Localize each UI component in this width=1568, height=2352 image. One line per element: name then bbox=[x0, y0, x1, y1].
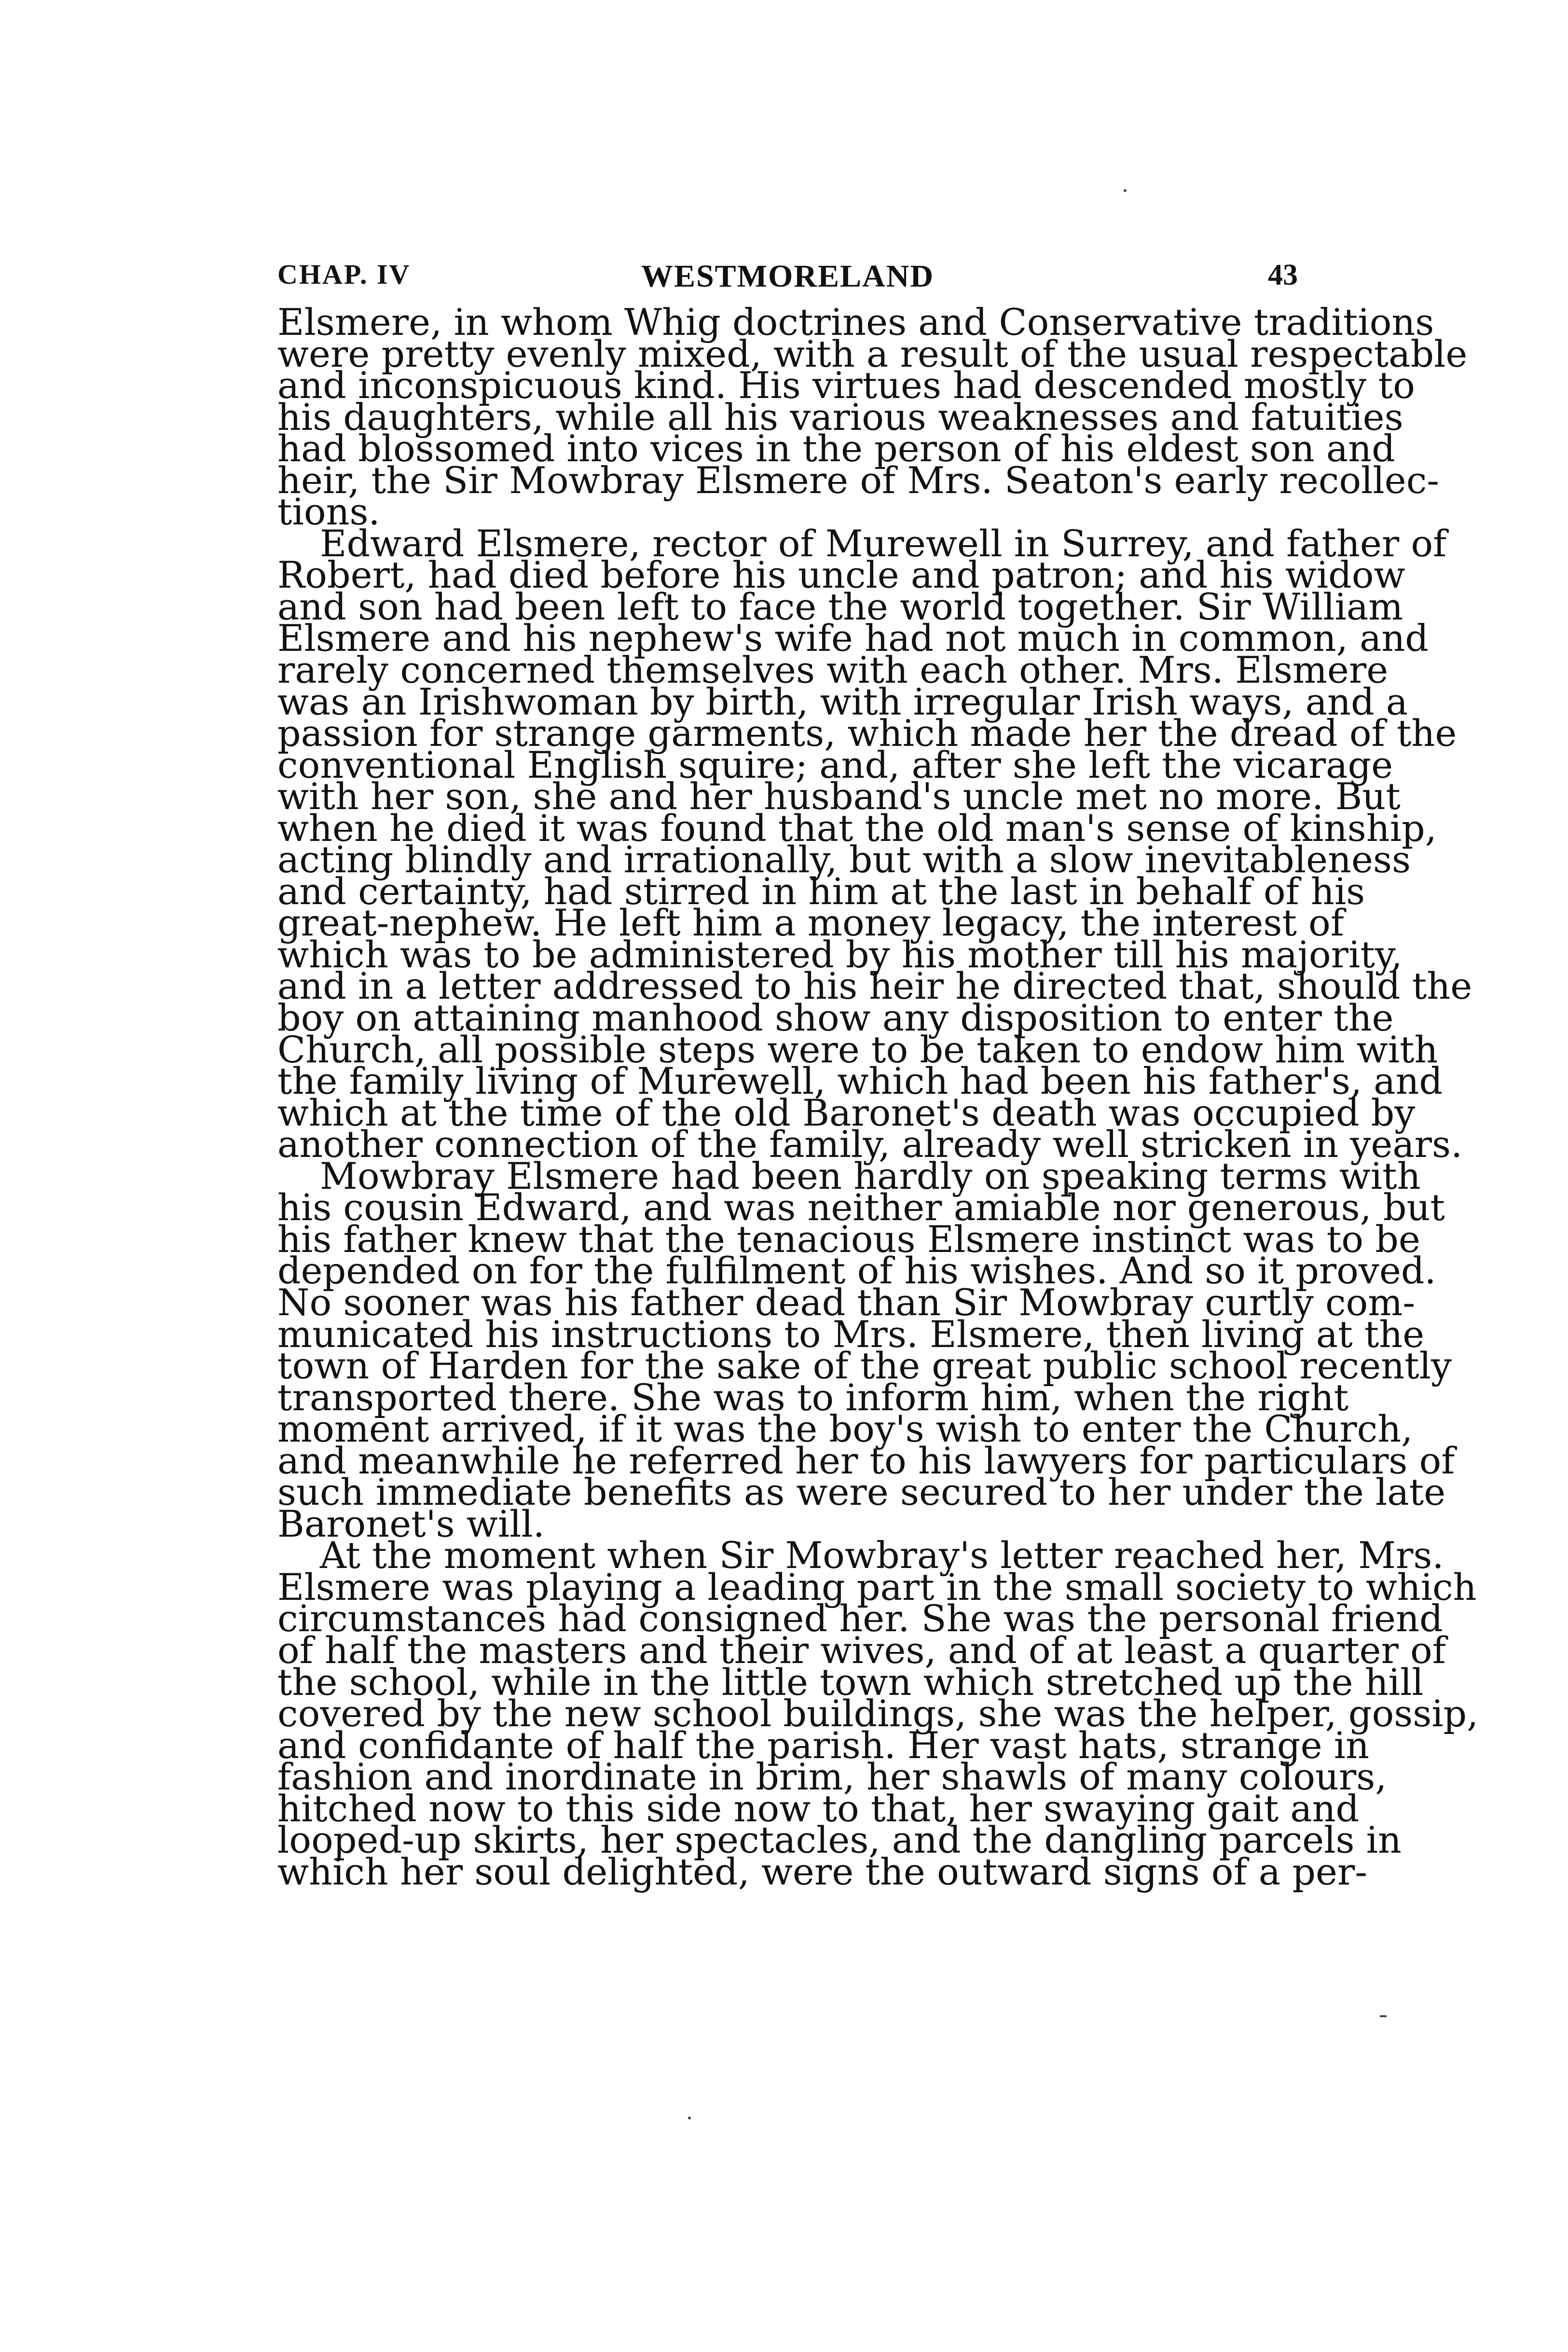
text-line: municated his instructions to Mrs. Elsmere, then living at the bbox=[277, 1312, 1425, 1356]
text-line: Baronet's will. bbox=[277, 1502, 545, 1545]
text-line: which at the time of the old Baronet's death was occupied by bbox=[277, 1091, 1416, 1134]
text-line: rarely concerned themselves with each other. Mrs. Elsmere bbox=[277, 648, 1389, 692]
text-line: town of Harden for the sake of the great public school recently bbox=[277, 1344, 1452, 1388]
text-line: tions. bbox=[277, 490, 380, 534]
text-line: Elsmere was playing a leading part in the small society to which bbox=[277, 1565, 1477, 1609]
text-line: acting blindly and irrationally, but with a slow inevitableness bbox=[277, 838, 1411, 881]
text-line: Elsmere, in whom Whig doctrines and Conservative traditions bbox=[277, 301, 1434, 344]
text-line: and certainty, had stirred in him at the last in behalf of his bbox=[277, 869, 1365, 913]
body-text bbox=[277, 301, 1479, 1893]
text-line: the family living of Murewell, which had been his father's, and bbox=[277, 1059, 1443, 1103]
text-line: the school, while in the little town which stretched up the hill bbox=[277, 1660, 1424, 1704]
text-line: his cousin Edward, and was neither amiable nor generous, but bbox=[277, 1186, 1445, 1229]
text-line: passion for strange garments, which made her the dread of the bbox=[277, 712, 1457, 755]
text-line: which her soul delighted, were the outward signs of a per- bbox=[277, 1850, 1367, 1893]
speck-mark bbox=[688, 2117, 691, 2119]
chapter-label: CHAP. IV bbox=[277, 259, 411, 290]
running-title: WESTMORELAND bbox=[641, 259, 935, 294]
text-line: conventional English squire; and, after she left the vicarage bbox=[277, 743, 1393, 786]
text-line: his father knew that the tenacious Elsmere instinct was to be bbox=[277, 1217, 1420, 1261]
text-line: fashion and inordinate in brim, her shawls of many colours, bbox=[277, 1755, 1387, 1799]
text-line: circumstances had consigned her. She was the personal friend bbox=[277, 1597, 1443, 1640]
text-line: which was to be administered by his mother till his majority, bbox=[277, 933, 1403, 976]
text-line: with her son, she and her husband's uncle met no more. But bbox=[277, 775, 1401, 818]
text-line: covered by the new school buildings, she was the helper, gossip, bbox=[277, 1692, 1479, 1735]
text-line: when he died it was found that the old man's sense of kinship, bbox=[277, 806, 1437, 850]
dash-mark bbox=[1380, 2015, 1387, 2017]
text-line: boy on attaining manhood show any disposition to enter the bbox=[277, 996, 1394, 1040]
text-line: Robert, had died before his uncle and patron; and his widow bbox=[277, 553, 1405, 597]
text-line: At the moment when Sir Mowbray's letter reached her, Mrs. bbox=[320, 1534, 1444, 1577]
text-line: and meanwhile he referred her to his lawyers for particulars of bbox=[277, 1439, 1455, 1482]
text-line: had blossomed into vices in the person of his eldest son and bbox=[277, 427, 1395, 470]
text-line: another connection of the family, already well stricken in years. bbox=[277, 1123, 1463, 1166]
text-line: and inconspicuous kind. His virtues had descended mostly to bbox=[277, 364, 1415, 407]
text-line: Elsmere and his nephew's wife had not much in common, and bbox=[277, 617, 1429, 660]
text-line: heir, the Sir Mowbray Elsmere of Mrs. Seaton's early recollec- bbox=[277, 458, 1439, 502]
speck-mark bbox=[1124, 189, 1127, 192]
text-line: No sooner was his father dead than Sir Mowbray curtly com- bbox=[277, 1280, 1416, 1324]
text-line: his daughters, while all his various weaknesses and fatuities bbox=[277, 395, 1403, 439]
text-line: such immediate benefits as were secured to her under the late bbox=[277, 1471, 1446, 1514]
text-line: hitched now to this side now to that, her swaying gait and bbox=[277, 1787, 1360, 1830]
text-line: and son had been left to face the world together. Sir William bbox=[277, 585, 1403, 628]
text-line: Edward Elsmere, rector of Murewell in Surrey, and father of bbox=[320, 522, 1447, 565]
text-line: transported there. She was to inform him, when the right bbox=[277, 1375, 1349, 1419]
text-line: great-nephew. He left him a money legacy, the interest of bbox=[277, 901, 1344, 945]
running-head bbox=[277, 258, 1298, 302]
text-line: Church, all possible steps were to be taken to endow him with bbox=[277, 1028, 1438, 1071]
text-line: depended on for the fulfilment of his wishes. And so it proved. bbox=[277, 1249, 1436, 1293]
text-line: looped-up skirts, her spectacles, and the dangling parcels in bbox=[277, 1818, 1402, 1862]
text-line: and confidante of half the parish. Her vast hats, strange in bbox=[277, 1723, 1369, 1767]
page-number: 43 bbox=[1268, 259, 1298, 291]
text-line: moment arrived, if it was the boy's wish to enter the Church, bbox=[277, 1407, 1413, 1451]
text-line: and in a letter addressed to his heir he directed that, should the bbox=[277, 964, 1472, 1008]
text-line: of half the masters and their wives, and of at least a quarter of bbox=[277, 1628, 1446, 1672]
text-line: Mowbray Elsmere had been hardly on speaking terms with bbox=[320, 1154, 1421, 1197]
text-line: was an Irishwoman by birth, with irregular Irish ways, and a bbox=[277, 680, 1408, 723]
text-line: were pretty evenly mixed, with a result of the usual respectable bbox=[277, 332, 1468, 375]
